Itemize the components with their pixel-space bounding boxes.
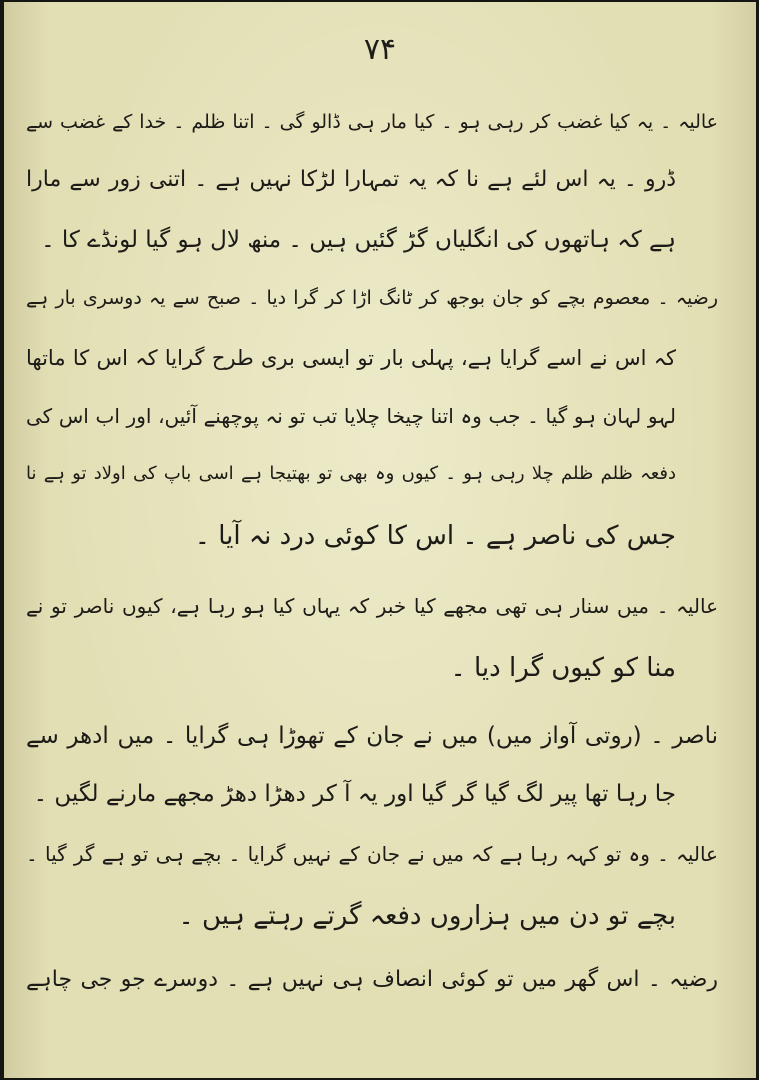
text-line-8: جس کی ناصر ہے ۔ اس کا کوئی درد نہ آیا ۔ <box>194 521 676 551</box>
text-line-9: عالیہ ۔ میں سنار ہی تھی مجھے کیا خبر کہ یہاں کیا ہو رہا ہے، کیوں ناصر تو نے <box>26 594 718 618</box>
text-line-4: رضیہ ۔ معصوم بچے کو جان بوجھ کر ٹانگ اڑا کر گرا دیا ۔ صبح سے یہ دوسری بار ہے <box>26 287 718 309</box>
text-line-14: بچے تو دن میں ہزاروں دفعہ گرتے رہتے ہیں ۔ <box>178 901 676 931</box>
text-line-2: ڈرو ۔ یہ اس لئے ہے نا کہ یہ تمہارا لڑکا نہیں ہے ۔ اتنی زور سے مارا <box>26 167 676 192</box>
text-line-7: دفعہ ظلم ظلم چلا رہی ہو ۔ کیوں وہ بھی تو بھتیجا ہے اسی باپ کی اولاد تو ہے نا <box>26 463 676 484</box>
text-line-11: ناصر ۔ (روتی آواز میں) میں نے جان کے تھوڑا ہی گرایا ۔ میں ادھر سے <box>26 723 718 749</box>
text-line-6: لہو لہان ہو گیا ۔ جب وہ اتنا چیخا چلایا تب تو نہ پوچھنے آئیں، اور اب اس کی <box>26 404 676 428</box>
text-line-12: جا رہا تھا پیر لگ گیا گر گیا اور یہ آ کر دھڑا دھڑ مجھے مارنے لگیں ۔ <box>33 781 676 807</box>
text-line-5: کہ اس نے اسے گرایا ہے، پہلی بار تو ایسی بری طرح گرایا کہ اس کا ماتھا <box>26 346 676 370</box>
book-page <box>4 2 756 1078</box>
text-line-13: عالیہ ۔ وہ تو کہہ رہا ہے کہ میں نے جان کے نہیں گرایا ۔ بچے ہی تو ہے گر گیا ۔ <box>26 842 718 866</box>
text-line-1: عالیہ ۔ یہ کیا غضب کر رہی ہو ۔ کیا مار ہی ڈالو گی ۔ اتنا ظلم ۔ خدا کے غضب سے <box>26 111 718 133</box>
page-number: ۷۴ <box>363 32 397 67</box>
text-line-15: رضیہ ۔ اس گھر میں تو کوئی انصاف ہی نہیں ہے ۔ دوسرے جو جی چاہے <box>26 967 718 992</box>
text-line-3: ہے کہ ہاتھوں کی انگلیاں گڑ گئیں ہیں ۔ منھ لال ہو گیا لونڈے کا ۔ <box>41 227 676 253</box>
text-line-10: منا کو کیوں گرا دیا ۔ <box>450 653 676 683</box>
